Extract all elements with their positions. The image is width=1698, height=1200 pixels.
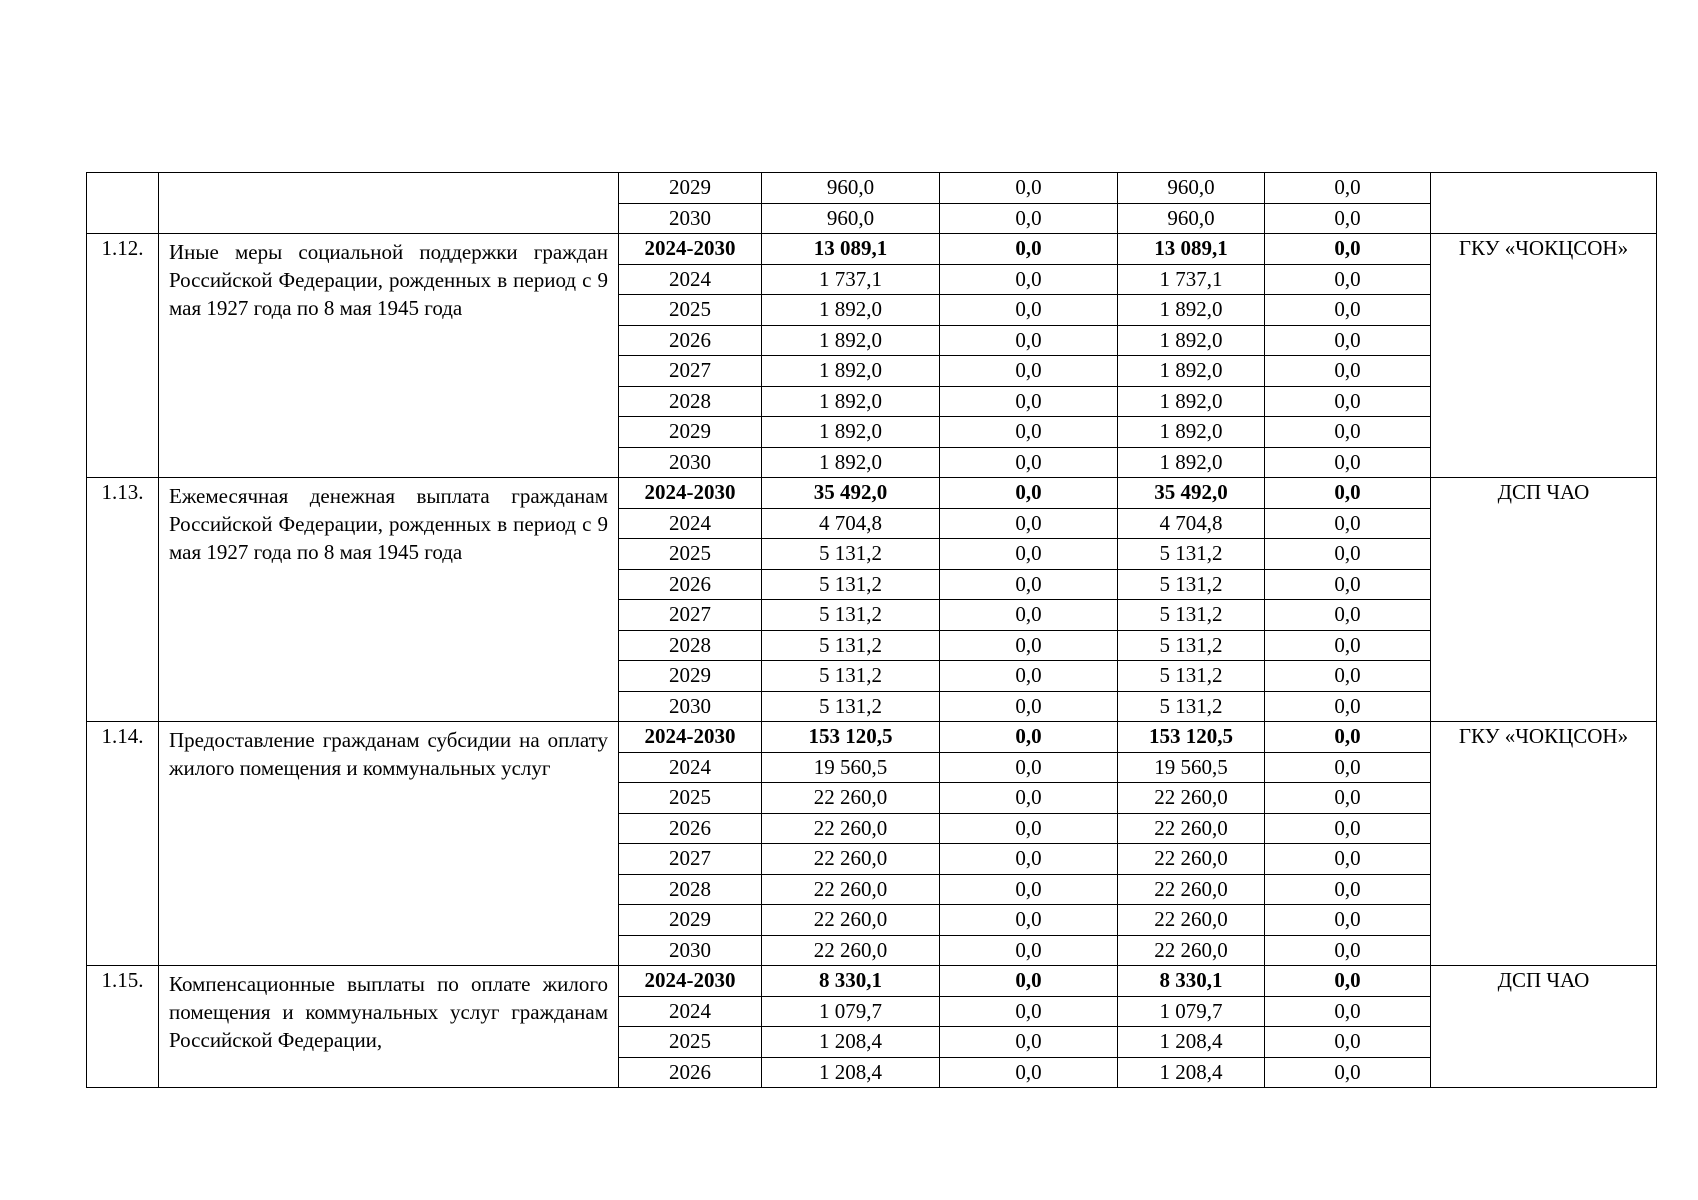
federal-budget-cell: 0,0	[940, 783, 1118, 814]
other-sources-cell: 0,0	[1265, 1057, 1431, 1088]
period-cell: 2024	[619, 508, 762, 539]
period-cell: 2026	[619, 1057, 762, 1088]
executor-name: ГКУ «ЧОКЦСОН»	[1431, 234, 1657, 478]
period-cell: 2027	[619, 356, 762, 387]
federal-budget-cell: 0,0	[940, 905, 1118, 936]
period-cell: 2024	[619, 752, 762, 783]
item-number: 1.13.	[87, 478, 159, 722]
regional-budget-cell: 22 260,0	[1118, 783, 1265, 814]
other-sources-cell: 0,0	[1265, 905, 1431, 936]
total-amount-cell: 22 260,0	[762, 874, 940, 905]
federal-budget-cell: 0,0	[940, 203, 1118, 234]
other-sources-cell: 0,0	[1265, 783, 1431, 814]
measure-name: Ежемесячная денежная выплата гражданам Российской Федерации, рожденных в период с 9 мая 1927 года по 8 мая 1945 года	[159, 478, 619, 722]
other-sources-cell: 0,0	[1265, 752, 1431, 783]
period-cell: 2026	[619, 569, 762, 600]
total-amount-cell: 153 120,5	[762, 722, 940, 753]
federal-budget-cell: 0,0	[940, 569, 1118, 600]
federal-budget-cell: 0,0	[940, 844, 1118, 875]
federal-budget-cell: 0,0	[940, 874, 1118, 905]
measure-name: Предоставление гражданам субсидии на оплату жилого помещения и коммунальных услуг	[159, 722, 619, 966]
other-sources-cell: 0,0	[1265, 508, 1431, 539]
total-amount-cell: 5 131,2	[762, 600, 940, 631]
federal-budget-cell: 0,0	[940, 386, 1118, 417]
total-amount-cell: 960,0	[762, 173, 940, 204]
period-cell: 2029	[619, 661, 762, 692]
other-sources-cell: 0,0	[1265, 935, 1431, 966]
other-sources-cell: 0,0	[1265, 1027, 1431, 1058]
federal-budget-cell: 0,0	[940, 447, 1118, 478]
item-number: 1.12.	[87, 234, 159, 478]
executor-name: ДСП ЧАО	[1431, 478, 1657, 722]
table-total-row	[87, 234, 1657, 265]
total-amount-cell: 1 892,0	[762, 295, 940, 326]
other-sources-cell: 0,0	[1265, 173, 1431, 204]
total-amount-cell: 22 260,0	[762, 783, 940, 814]
item-number	[87, 173, 159, 234]
executor-name: ГКУ «ЧОКЦСОН»	[1431, 722, 1657, 966]
total-amount-cell: 22 260,0	[762, 844, 940, 875]
other-sources-cell: 0,0	[1265, 386, 1431, 417]
period-cell: 2027	[619, 844, 762, 875]
total-amount-cell: 8 330,1	[762, 966, 940, 997]
other-sources-cell: 0,0	[1265, 813, 1431, 844]
executor-name	[1431, 173, 1657, 234]
period-cell: 2030	[619, 935, 762, 966]
regional-budget-cell: 153 120,5	[1118, 722, 1265, 753]
period-cell: 2030	[619, 447, 762, 478]
other-sources-cell: 0,0	[1265, 722, 1431, 753]
federal-budget-cell: 0,0	[940, 691, 1118, 722]
total-amount-cell: 19 560,5	[762, 752, 940, 783]
regional-budget-cell: 22 260,0	[1118, 905, 1265, 936]
period-cell: 2028	[619, 386, 762, 417]
other-sources-cell: 0,0	[1265, 417, 1431, 448]
total-amount-cell: 5 131,2	[762, 539, 940, 570]
period-cell: 2025	[619, 1027, 762, 1058]
total-amount-cell: 1 892,0	[762, 325, 940, 356]
period-cell: 2029	[619, 905, 762, 936]
regional-budget-cell: 8 330,1	[1118, 966, 1265, 997]
regional-budget-cell: 5 131,2	[1118, 539, 1265, 570]
regional-budget-cell: 5 131,2	[1118, 661, 1265, 692]
period-cell: 2025	[619, 539, 762, 570]
other-sources-cell: 0,0	[1265, 600, 1431, 631]
federal-budget-cell: 0,0	[940, 722, 1118, 753]
regional-budget-cell: 35 492,0	[1118, 478, 1265, 509]
total-amount-cell: 5 131,2	[762, 630, 940, 661]
regional-budget-cell: 5 131,2	[1118, 691, 1265, 722]
other-sources-cell: 0,0	[1265, 264, 1431, 295]
regional-budget-cell: 22 260,0	[1118, 844, 1265, 875]
regional-budget-cell: 1 892,0	[1118, 295, 1265, 326]
item-number: 1.15.	[87, 966, 159, 1088]
federal-budget-cell: 0,0	[940, 813, 1118, 844]
federal-budget-cell: 0,0	[940, 1057, 1118, 1088]
period-cell: 2030	[619, 203, 762, 234]
period-cell: 2028	[619, 630, 762, 661]
regional-budget-cell: 19 560,5	[1118, 752, 1265, 783]
regional-budget-cell: 4 704,8	[1118, 508, 1265, 539]
total-amount-cell: 1 892,0	[762, 417, 940, 448]
total-amount-cell: 1 079,7	[762, 996, 940, 1027]
regional-budget-cell: 5 131,2	[1118, 630, 1265, 661]
federal-budget-cell: 0,0	[940, 935, 1118, 966]
other-sources-cell: 0,0	[1265, 478, 1431, 509]
other-sources-cell: 0,0	[1265, 447, 1431, 478]
period-cell: 2024-2030	[619, 234, 762, 265]
period-cell: 2024-2030	[619, 722, 762, 753]
federal-budget-cell: 0,0	[940, 264, 1118, 295]
total-amount-cell: 22 260,0	[762, 935, 940, 966]
regional-budget-cell: 22 260,0	[1118, 813, 1265, 844]
federal-budget-cell: 0,0	[940, 234, 1118, 265]
regional-budget-cell: 960,0	[1118, 173, 1265, 204]
other-sources-cell: 0,0	[1265, 325, 1431, 356]
regional-budget-cell: 22 260,0	[1118, 874, 1265, 905]
total-amount-cell: 13 089,1	[762, 234, 940, 265]
period-cell: 2030	[619, 691, 762, 722]
period-cell: 2024-2030	[619, 478, 762, 509]
regional-budget-cell: 960,0	[1118, 203, 1265, 234]
other-sources-cell: 0,0	[1265, 356, 1431, 387]
period-cell: 2026	[619, 813, 762, 844]
regional-budget-cell: 5 131,2	[1118, 569, 1265, 600]
total-amount-cell: 1 892,0	[762, 447, 940, 478]
total-amount-cell: 1 208,4	[762, 1027, 940, 1058]
federal-budget-cell: 0,0	[940, 173, 1118, 204]
regional-budget-cell: 1 208,4	[1118, 1057, 1265, 1088]
other-sources-cell: 0,0	[1265, 569, 1431, 600]
federal-budget-cell: 0,0	[940, 325, 1118, 356]
total-amount-cell: 960,0	[762, 203, 940, 234]
federal-budget-cell: 0,0	[940, 508, 1118, 539]
measure-name	[159, 173, 619, 234]
regional-budget-cell: 22 260,0	[1118, 935, 1265, 966]
regional-budget-cell: 1 079,7	[1118, 996, 1265, 1027]
federal-budget-cell: 0,0	[940, 630, 1118, 661]
period-cell: 2024-2030	[619, 966, 762, 997]
total-amount-cell: 1 892,0	[762, 386, 940, 417]
regional-budget-cell: 1 737,1	[1118, 264, 1265, 295]
executor-name: ДСП ЧАО	[1431, 966, 1657, 1088]
total-amount-cell: 5 131,2	[762, 661, 940, 692]
federal-budget-cell: 0,0	[940, 600, 1118, 631]
federal-budget-cell: 0,0	[940, 996, 1118, 1027]
item-number: 1.14.	[87, 722, 159, 966]
regional-budget-cell: 1 208,4	[1118, 1027, 1265, 1058]
period-cell: 2026	[619, 325, 762, 356]
federal-budget-cell: 0,0	[940, 478, 1118, 509]
table-total-row	[87, 722, 1657, 753]
period-cell: 2029	[619, 173, 762, 204]
other-sources-cell: 0,0	[1265, 203, 1431, 234]
regional-budget-cell: 1 892,0	[1118, 417, 1265, 448]
total-amount-cell: 4 704,8	[762, 508, 940, 539]
table-row	[87, 173, 1657, 204]
funding-table	[86, 172, 1657, 1088]
federal-budget-cell: 0,0	[940, 295, 1118, 326]
other-sources-cell: 0,0	[1265, 295, 1431, 326]
total-amount-cell: 1 208,4	[762, 1057, 940, 1088]
other-sources-cell: 0,0	[1265, 966, 1431, 997]
table-total-row	[87, 966, 1657, 997]
regional-budget-cell: 1 892,0	[1118, 447, 1265, 478]
measure-name: Компенсационные выплаты по оплате жилого помещения и коммунальных услуг гражданам Российской Федерации,	[159, 966, 619, 1088]
period-cell: 2025	[619, 295, 762, 326]
period-cell: 2024	[619, 996, 762, 1027]
federal-budget-cell: 0,0	[940, 539, 1118, 570]
other-sources-cell: 0,0	[1265, 874, 1431, 905]
total-amount-cell: 22 260,0	[762, 905, 940, 936]
period-cell: 2024	[619, 264, 762, 295]
regional-budget-cell: 1 892,0	[1118, 356, 1265, 387]
period-cell: 2025	[619, 783, 762, 814]
total-amount-cell: 35 492,0	[762, 478, 940, 509]
regional-budget-cell: 5 131,2	[1118, 600, 1265, 631]
regional-budget-cell: 1 892,0	[1118, 386, 1265, 417]
other-sources-cell: 0,0	[1265, 996, 1431, 1027]
period-cell: 2027	[619, 600, 762, 631]
total-amount-cell: 1 892,0	[762, 356, 940, 387]
federal-budget-cell: 0,0	[940, 356, 1118, 387]
period-cell: 2029	[619, 417, 762, 448]
federal-budget-cell: 0,0	[940, 966, 1118, 997]
federal-budget-cell: 0,0	[940, 417, 1118, 448]
other-sources-cell: 0,0	[1265, 234, 1431, 265]
regional-budget-cell: 13 089,1	[1118, 234, 1265, 265]
period-cell: 2028	[619, 874, 762, 905]
table-body	[87, 173, 1657, 1088]
other-sources-cell: 0,0	[1265, 661, 1431, 692]
other-sources-cell: 0,0	[1265, 539, 1431, 570]
federal-budget-cell: 0,0	[940, 752, 1118, 783]
regional-budget-cell: 1 892,0	[1118, 325, 1265, 356]
other-sources-cell: 0,0	[1265, 691, 1431, 722]
total-amount-cell: 1 737,1	[762, 264, 940, 295]
total-amount-cell: 22 260,0	[762, 813, 940, 844]
table-total-row	[87, 478, 1657, 509]
other-sources-cell: 0,0	[1265, 844, 1431, 875]
total-amount-cell: 5 131,2	[762, 569, 940, 600]
measure-name: Иные меры социальной поддержки граждан Российской Федерации, рожденных в период с 9 мая 1927 года по 8 мая 1945 года	[159, 234, 619, 478]
federal-budget-cell: 0,0	[940, 661, 1118, 692]
federal-budget-cell: 0,0	[940, 1027, 1118, 1058]
other-sources-cell: 0,0	[1265, 630, 1431, 661]
total-amount-cell: 5 131,2	[762, 691, 940, 722]
